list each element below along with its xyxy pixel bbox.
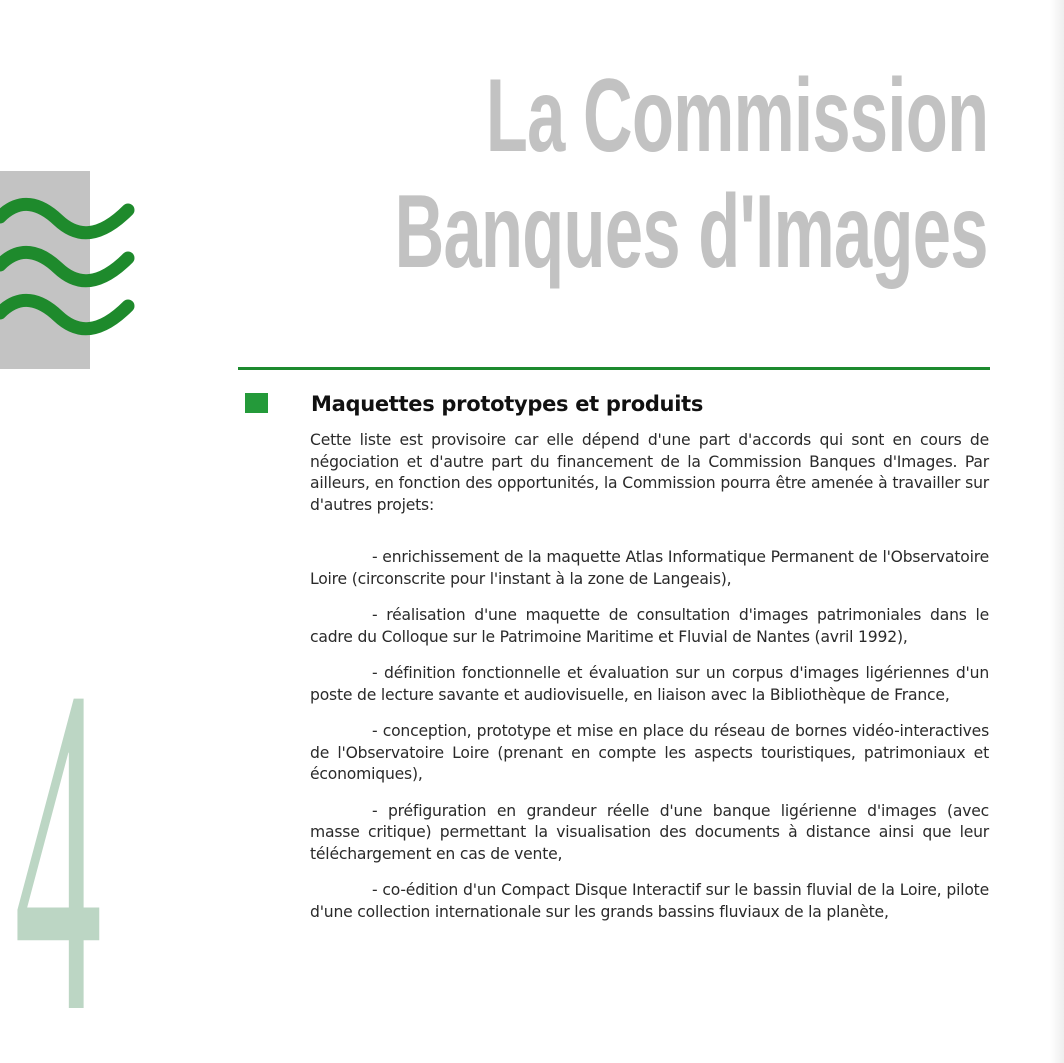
chapter-number-text: 4	[14, 589, 102, 1063]
section-divider	[238, 367, 990, 370]
intro-paragraph: Cette liste est provisoire car elle dépend d'une part d'accords qui sont en cours de négociation et d'autre part du financement de la Commission Banques d'Images. Par ailleurs, en fonction des opportunités, la Commission pourra être amenée à travailler sur d'autres projets:	[310, 431, 989, 514]
waves-icon	[0, 195, 135, 345]
list-item: - définition fonctionnelle et évaluation sur un corpus d'images ligériennes d'un poste de lecture savante et audiovisuelle, en liaison avec la Bibliothèque de France,	[310, 664, 989, 704]
page-edge	[1050, 0, 1064, 1063]
list-item: - co-édition d'un Compact Disque Interactif sur le bassin fluvial de la Loire, pilote d'une collection internationale sur les grands bassins fluviaux de la planète,	[310, 881, 989, 921]
list-item: - conception, prototype et mise en place du réseau de bornes vidéo-interactives de l'Observatoire Loire (prenant en compte les aspects touristiques, patrimoniaux et économiques),	[310, 722, 989, 783]
list-item: - préfiguration en grandeur réelle d'une banque ligérienne d'images (avec masse critique) permettant la visualisation des documents à distance ainsi que leur téléchargement en cas de vente,	[310, 801, 989, 863]
section-bullet-square	[245, 393, 268, 413]
page-title-line-2: Banques d'Images	[394, 174, 988, 290]
page-title-line-1: La Commission	[485, 58, 988, 174]
list-item: - réalisation d'une maquette de consultation d'images patrimoniales dans le cadre du Colloque sur le Patrimoine Maritime et Fluvial de Nantes (avril 1992),	[310, 606, 989, 646]
chapter-number	[10, 589, 106, 1063]
section-heading: Maquettes prototypes et produits	[311, 392, 704, 416]
list-item: - enrichissement de la maquette Atlas Informatique Permanent de l'Observatoire Loire (circonscrite pour l'instant à la zone de Langeais),	[310, 548, 989, 588]
section-body	[310, 430, 989, 938]
